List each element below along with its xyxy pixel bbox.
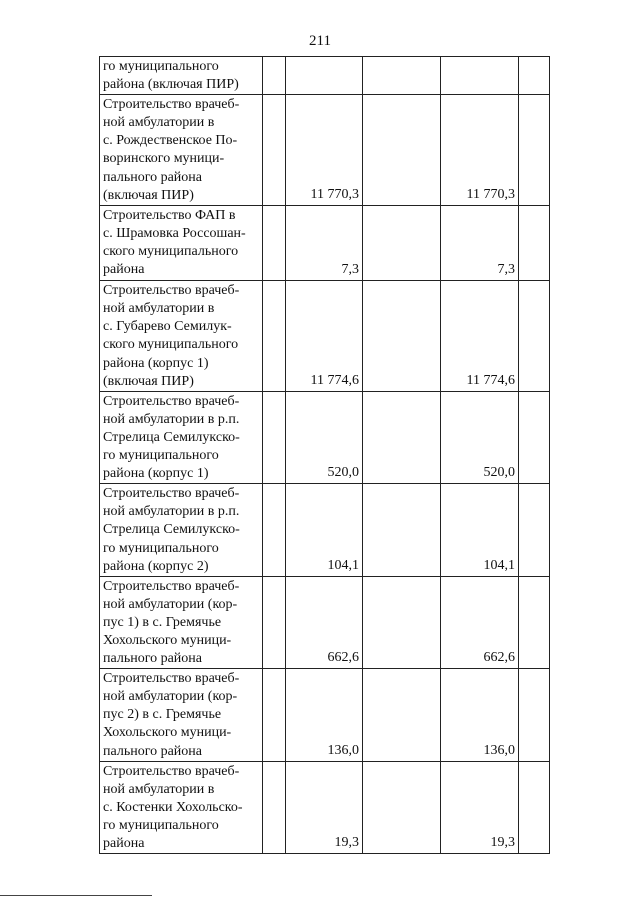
amount-cell: 11 770,3 xyxy=(441,95,519,206)
amount-cell: 136,0 xyxy=(286,669,363,761)
amount-cell: 7,3 xyxy=(286,206,363,281)
amount-cell: 662,6 xyxy=(286,576,363,668)
table-cell xyxy=(519,206,550,281)
amount-cell: 19,3 xyxy=(441,761,519,853)
object-name-cell: Строительство врачеб- ной амбулатории в р.п. Стрелица Семилукско- го муниципального района (корпус 2) xyxy=(100,484,263,576)
table-row xyxy=(100,206,550,281)
amount-cell: 136,0 xyxy=(441,669,519,761)
amount-cell: 520,0 xyxy=(286,391,363,483)
table-cell xyxy=(263,484,286,576)
table-cell xyxy=(519,95,550,206)
table-cell xyxy=(363,761,441,853)
object-name-cell: го муниципального района (включая ПИР) xyxy=(100,57,263,95)
object-name-cell: Строительство врачеб- ной амбулатории в р.п. Стрелица Семилукско- го муниципального района (корпус 1) xyxy=(100,391,263,483)
object-name-cell: Строительство врачеб- ной амбулатории (кор- пус 2) в с. Гремячье Хохольского муници- пального района xyxy=(100,669,263,761)
amount-cell: 662,6 xyxy=(441,576,519,668)
table-cell xyxy=(263,669,286,761)
table-row xyxy=(100,95,550,206)
table-cell xyxy=(519,484,550,576)
budget-table xyxy=(99,56,550,854)
table-cell xyxy=(263,57,286,95)
table-cell xyxy=(263,761,286,853)
table-row xyxy=(100,391,550,483)
amount-cell: 11 774,6 xyxy=(286,281,363,392)
table-row xyxy=(100,281,550,392)
object-name-cell: Строительство ФАП в с. Шрамовка Россошан- ского муниципального района xyxy=(100,206,263,281)
table-cell xyxy=(363,391,441,483)
table-cell xyxy=(519,761,550,853)
amount-cell xyxy=(441,57,519,95)
table-row xyxy=(100,761,550,853)
object-name-cell: Строительство врачеб- ной амбулатории в с. Губарево Семилук- ского муниципального района (корпус 1) (включая ПИР) xyxy=(100,281,263,392)
table-cell xyxy=(519,669,550,761)
table-cell xyxy=(363,669,441,761)
table-cell xyxy=(363,484,441,576)
table-cell xyxy=(263,206,286,281)
table-cell xyxy=(263,95,286,206)
object-name-cell: Строительство врачеб- ной амбулатории (кор- пус 1) в с. Гремячье Хохольского муници- пального района xyxy=(100,576,263,668)
table-cell xyxy=(363,281,441,392)
object-name-cell: Строительство врачеб- ной амбулатории в с. Костенки Хохольско- го муниципального района xyxy=(100,761,263,853)
table-cell xyxy=(363,576,441,668)
table-cell xyxy=(519,391,550,483)
page-number: 211 xyxy=(309,33,331,49)
amount-cell xyxy=(286,57,363,95)
table-cell xyxy=(519,576,550,668)
table-cell xyxy=(263,391,286,483)
amount-cell: 11 770,3 xyxy=(286,95,363,206)
amount-cell: 11 774,6 xyxy=(441,281,519,392)
amount-cell: 7,3 xyxy=(441,206,519,281)
amount-cell: 520,0 xyxy=(441,391,519,483)
table-cell xyxy=(519,57,550,95)
table-cell xyxy=(519,281,550,392)
table-cell xyxy=(363,206,441,281)
table-row xyxy=(100,576,550,668)
table-row xyxy=(100,57,550,95)
table-cell xyxy=(363,57,441,95)
table-cell xyxy=(263,576,286,668)
amount-cell: 104,1 xyxy=(441,484,519,576)
table-row xyxy=(100,669,550,761)
amount-cell: 19,3 xyxy=(286,761,363,853)
table-cell xyxy=(363,95,441,206)
amount-cell: 104,1 xyxy=(286,484,363,576)
table-cell xyxy=(263,281,286,392)
footnote-divider xyxy=(0,895,152,896)
object-name-cell: Строительство врачеб- ной амбулатории в с. Рождественское По- воринского муници- пального района (включая ПИР) xyxy=(100,95,263,206)
table-row xyxy=(100,484,550,576)
